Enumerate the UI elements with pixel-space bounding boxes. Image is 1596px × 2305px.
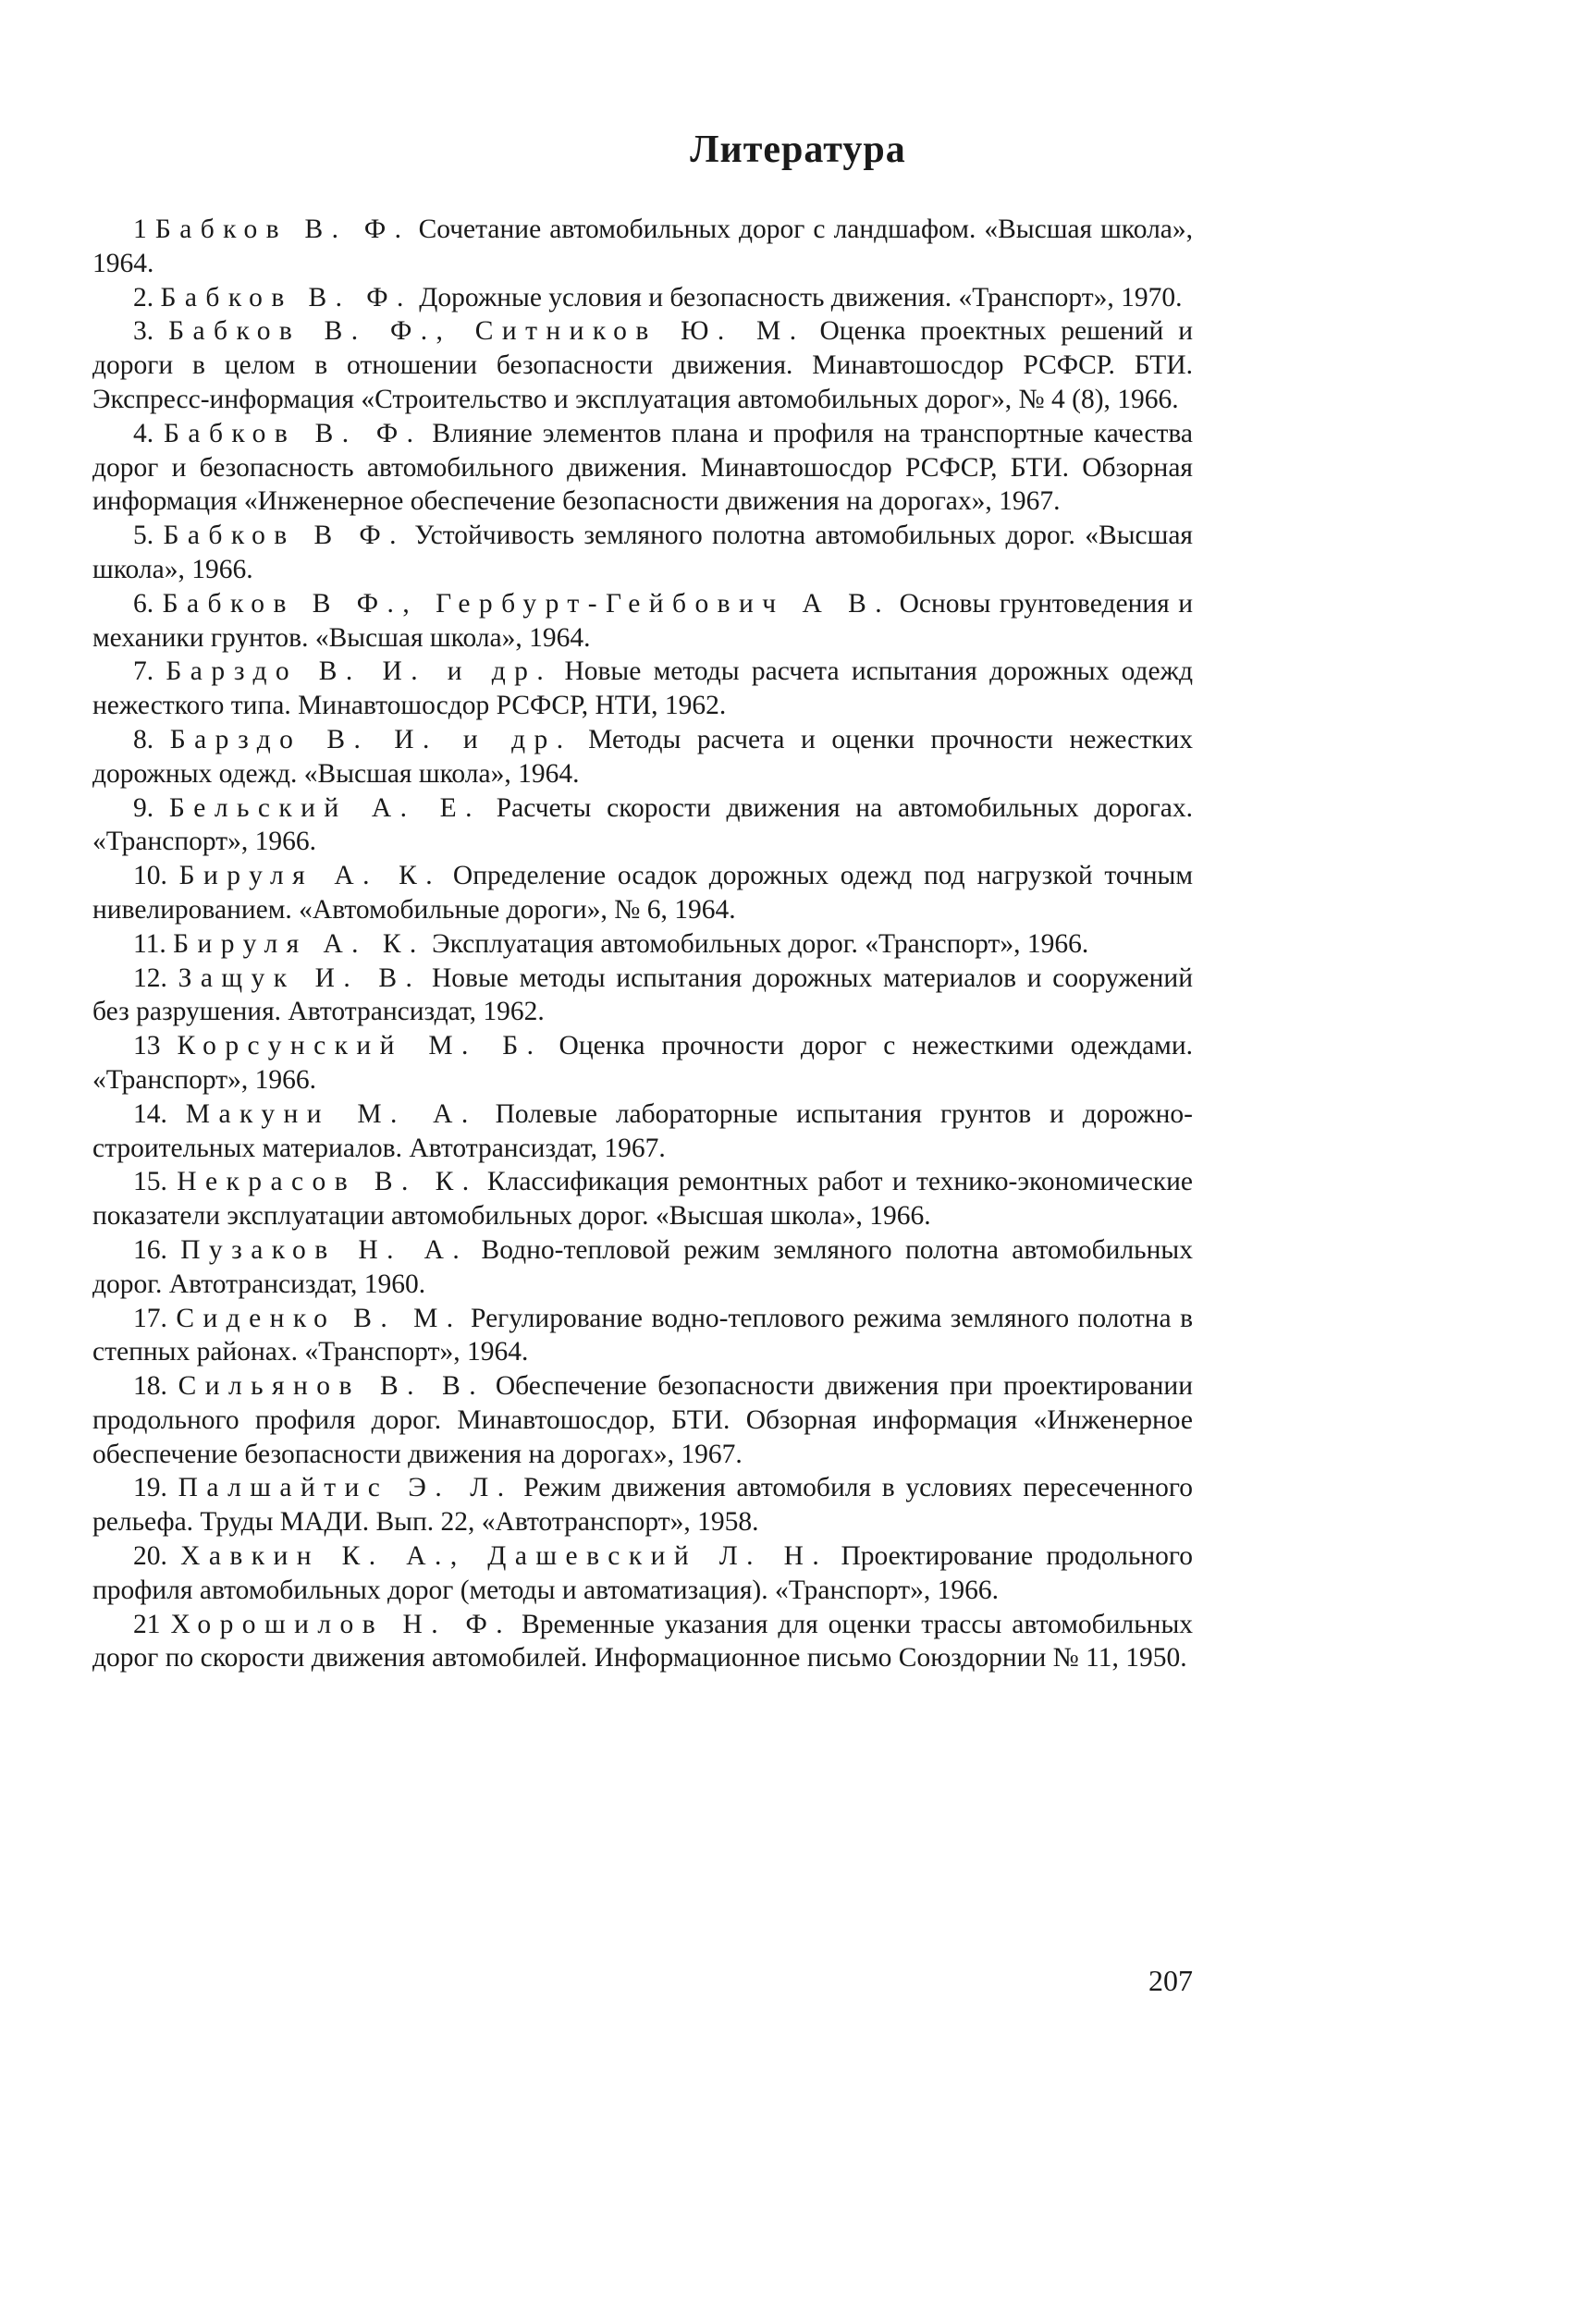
- reference-number: 21: [133, 1609, 161, 1639]
- reference-text: Оценка проектных решений и дороги в целом в отношении безопасности движения. Минавтошосдор РСФСР. БТИ. Экспресс-информация «Строительство и эксплуатация автомобильных дорог», № 4 (8), 1966.: [92, 316, 1194, 414]
- reference-item: [92, 1302, 1193, 1370]
- reference-text: Регулирование водно-теплового режима земляного полотна в степных районах. «Транспорт», 1964.: [92, 1303, 1194, 1367]
- reference-author: Бируля А. К.: [178, 861, 442, 891]
- reference-number: 17.: [133, 1303, 167, 1333]
- reference-number: 8.: [133, 724, 154, 754]
- reference-item: [92, 587, 1193, 656]
- reference-text: Режим движения автомобиля в условиях пересеченного рельефа. Труды МАДИ. Вып. 22, «Автотранспорт», 1958.: [92, 1473, 1194, 1538]
- reference-author: Некрасов В. К.: [177, 1167, 478, 1197]
- reference-item: [92, 1165, 1193, 1233]
- page-title: Литература: [690, 129, 906, 171]
- reference-author: Бабков В. Ф.: [164, 418, 423, 448]
- reference-author: Бельский А. Е.: [168, 792, 481, 823]
- reference-number: 4.: [133, 418, 154, 448]
- reference-item: [92, 213, 1193, 281]
- reference-author: Бируля А. К.: [173, 928, 425, 959]
- reference-text: Дорожные условия и безопасность движения. «Транспорт», 1970.: [419, 282, 1183, 313]
- reference-item: [92, 1369, 1193, 1471]
- reference-text: Основы грунтоведения и механики грунтов. «Высшая школа», 1964.: [92, 588, 1193, 653]
- reference-number: 6.: [133, 588, 154, 619]
- reference-item: [92, 1471, 1193, 1539]
- reference-author: Защук И. В.: [178, 962, 422, 993]
- reference-author: Сильянов В. В.: [178, 1371, 485, 1402]
- reference-list: [92, 213, 1193, 1675]
- reference-number: 11.: [133, 928, 166, 959]
- reference-item: [92, 1097, 1193, 1166]
- reference-text: Расчеты скорости движения на автомобильных дорогах. «Транспорт», 1966.: [92, 792, 1194, 857]
- reference-author: Бабков В Ф.: [163, 521, 405, 551]
- reference-item: [92, 1029, 1193, 1097]
- reference-author: Бабков В. Ф., Ситников Ю. М.: [168, 316, 805, 347]
- reference-text: Полевые лабораторные испытания грунтов и дорожно-строительных материалов. Автотрансиздат, 1967.: [92, 1098, 1193, 1163]
- reference-number: 12.: [133, 962, 167, 993]
- reference-author: Сиденко В. М.: [176, 1303, 462, 1333]
- reference-text: Сочетание автомобильных дорог с ландшафом. «Высшая школа», 1964.: [92, 215, 1194, 278]
- reference-item: [92, 1539, 1193, 1608]
- reference-number: 16.: [133, 1234, 167, 1265]
- reference-text: Определение осадок дорожных одежд под нагрузкой точным нивелированием. «Автомобильные дороги», № 6, 1964.: [92, 861, 1194, 925]
- reference-author: Макуни М. А.: [185, 1098, 477, 1129]
- reference-number: 10.: [133, 861, 167, 891]
- reference-text: Эксплуатация автомобильных дорог. «Транспорт», 1966.: [432, 928, 1089, 959]
- reference-item: [92, 1233, 1193, 1302]
- reference-text: Устойчивость земляного полотна автомобильных дорог. «Высшая школа», 1966.: [92, 521, 1194, 584]
- reference-text: Новые методы испытания дорожных материалов и сооружений без разрушения. Автотрансиздат, 1962.: [92, 962, 1194, 1027]
- reference-text: Методы расчета и оценки прочности нежестких дорожных одежд. «Высшая школа», 1964.: [92, 724, 1193, 789]
- reference-item: [92, 519, 1193, 587]
- page-number: 207: [1148, 1964, 1193, 1997]
- reference-item: [92, 655, 1193, 723]
- reference-text: Новые методы расчета испытания дорожных одежд нежесткого типа. Минавтошосдор РСФСР, НТИ, 1962.: [92, 656, 1194, 721]
- reference-author: Хавкин К. А., Дашевский Л. Н.: [180, 1541, 829, 1572]
- reference-item: [92, 791, 1193, 860]
- reference-author: Бабков В. Ф.: [160, 282, 412, 313]
- reference-text: Классификация ремонтных работ и технико-экономические показатели эксплуатации автомобильных дорог. «Высшая школа», 1966.: [92, 1167, 1194, 1232]
- reference-number: 19.: [133, 1473, 167, 1503]
- reference-item: [92, 962, 1193, 1030]
- reference-number: 14.: [133, 1098, 167, 1129]
- reference-text: Влияние элементов плана и профиля на транспортные качества дорог и безопасность автомобильного движения. Минавтошосдор РСФСР, БТИ. Обзорная информация «Инженерное обеспечение безопасности движения на дорогах», 1967.: [92, 418, 1194, 517]
- reference-number: 13: [133, 1031, 161, 1061]
- reference-number: 1: [133, 215, 147, 244]
- reference-text: Проектирование продольного профиля автомобильных дорог (методы и автоматизация). «Транспорт», 1966.: [92, 1541, 1193, 1605]
- reference-number: 2.: [133, 282, 154, 313]
- reference-author: Пузаков Н. А.: [180, 1234, 469, 1265]
- reference-author: Барздо В. И. и др.: [166, 656, 553, 687]
- reference-text: Временные указания для оценки трассы автомобильных дорог по скорости движения автомобилей. Информационное письмо Союздорнии № 11, 1950.: [92, 1609, 1194, 1674]
- reference-number: 7.: [133, 656, 154, 687]
- reference-item: [92, 281, 1193, 315]
- reference-number: 18.: [133, 1371, 167, 1402]
- reference-number: 20.: [133, 1541, 167, 1572]
- reference-text: Оценка прочности дорог с нежесткими одеждами. «Транспорт», 1966.: [92, 1031, 1194, 1095]
- reference-author: Палшайтис Э. Л.: [178, 1473, 513, 1503]
- reference-item: [92, 314, 1193, 416]
- reference-item: [92, 723, 1193, 791]
- reference-author: Бабков В. Ф.: [154, 215, 411, 244]
- reference-text: Водно-тепловой режим земляного полотна автомобильных дорог. Автотрансиздат, 1960.: [92, 1234, 1193, 1299]
- reference-text: Обеспечение безопасности движения при проектировании продольного профиля дорог. Минавтошосдор, БТИ. Обзорная информация «Инженерное обеспечение безопасности движения на дорогах», 1967.: [92, 1371, 1193, 1469]
- reference-author: Корсунский М. Б.: [177, 1031, 543, 1061]
- reference-item: [92, 417, 1193, 519]
- reference-author: Барздо В. И. и др.: [169, 724, 572, 754]
- reference-number: 5.: [133, 521, 154, 551]
- reference-author: Хорошилов Н. Ф.: [170, 1609, 512, 1639]
- reference-number: 15.: [133, 1167, 167, 1197]
- reference-item: [92, 1608, 1193, 1676]
- reference-number: 3.: [133, 316, 154, 347]
- reference-item: [92, 927, 1193, 962]
- reference-item: [92, 859, 1193, 927]
- reference-number: 9.: [133, 792, 154, 823]
- reference-author: Бабков В Ф., Гербурт-Гейбович А В.: [162, 588, 891, 619]
